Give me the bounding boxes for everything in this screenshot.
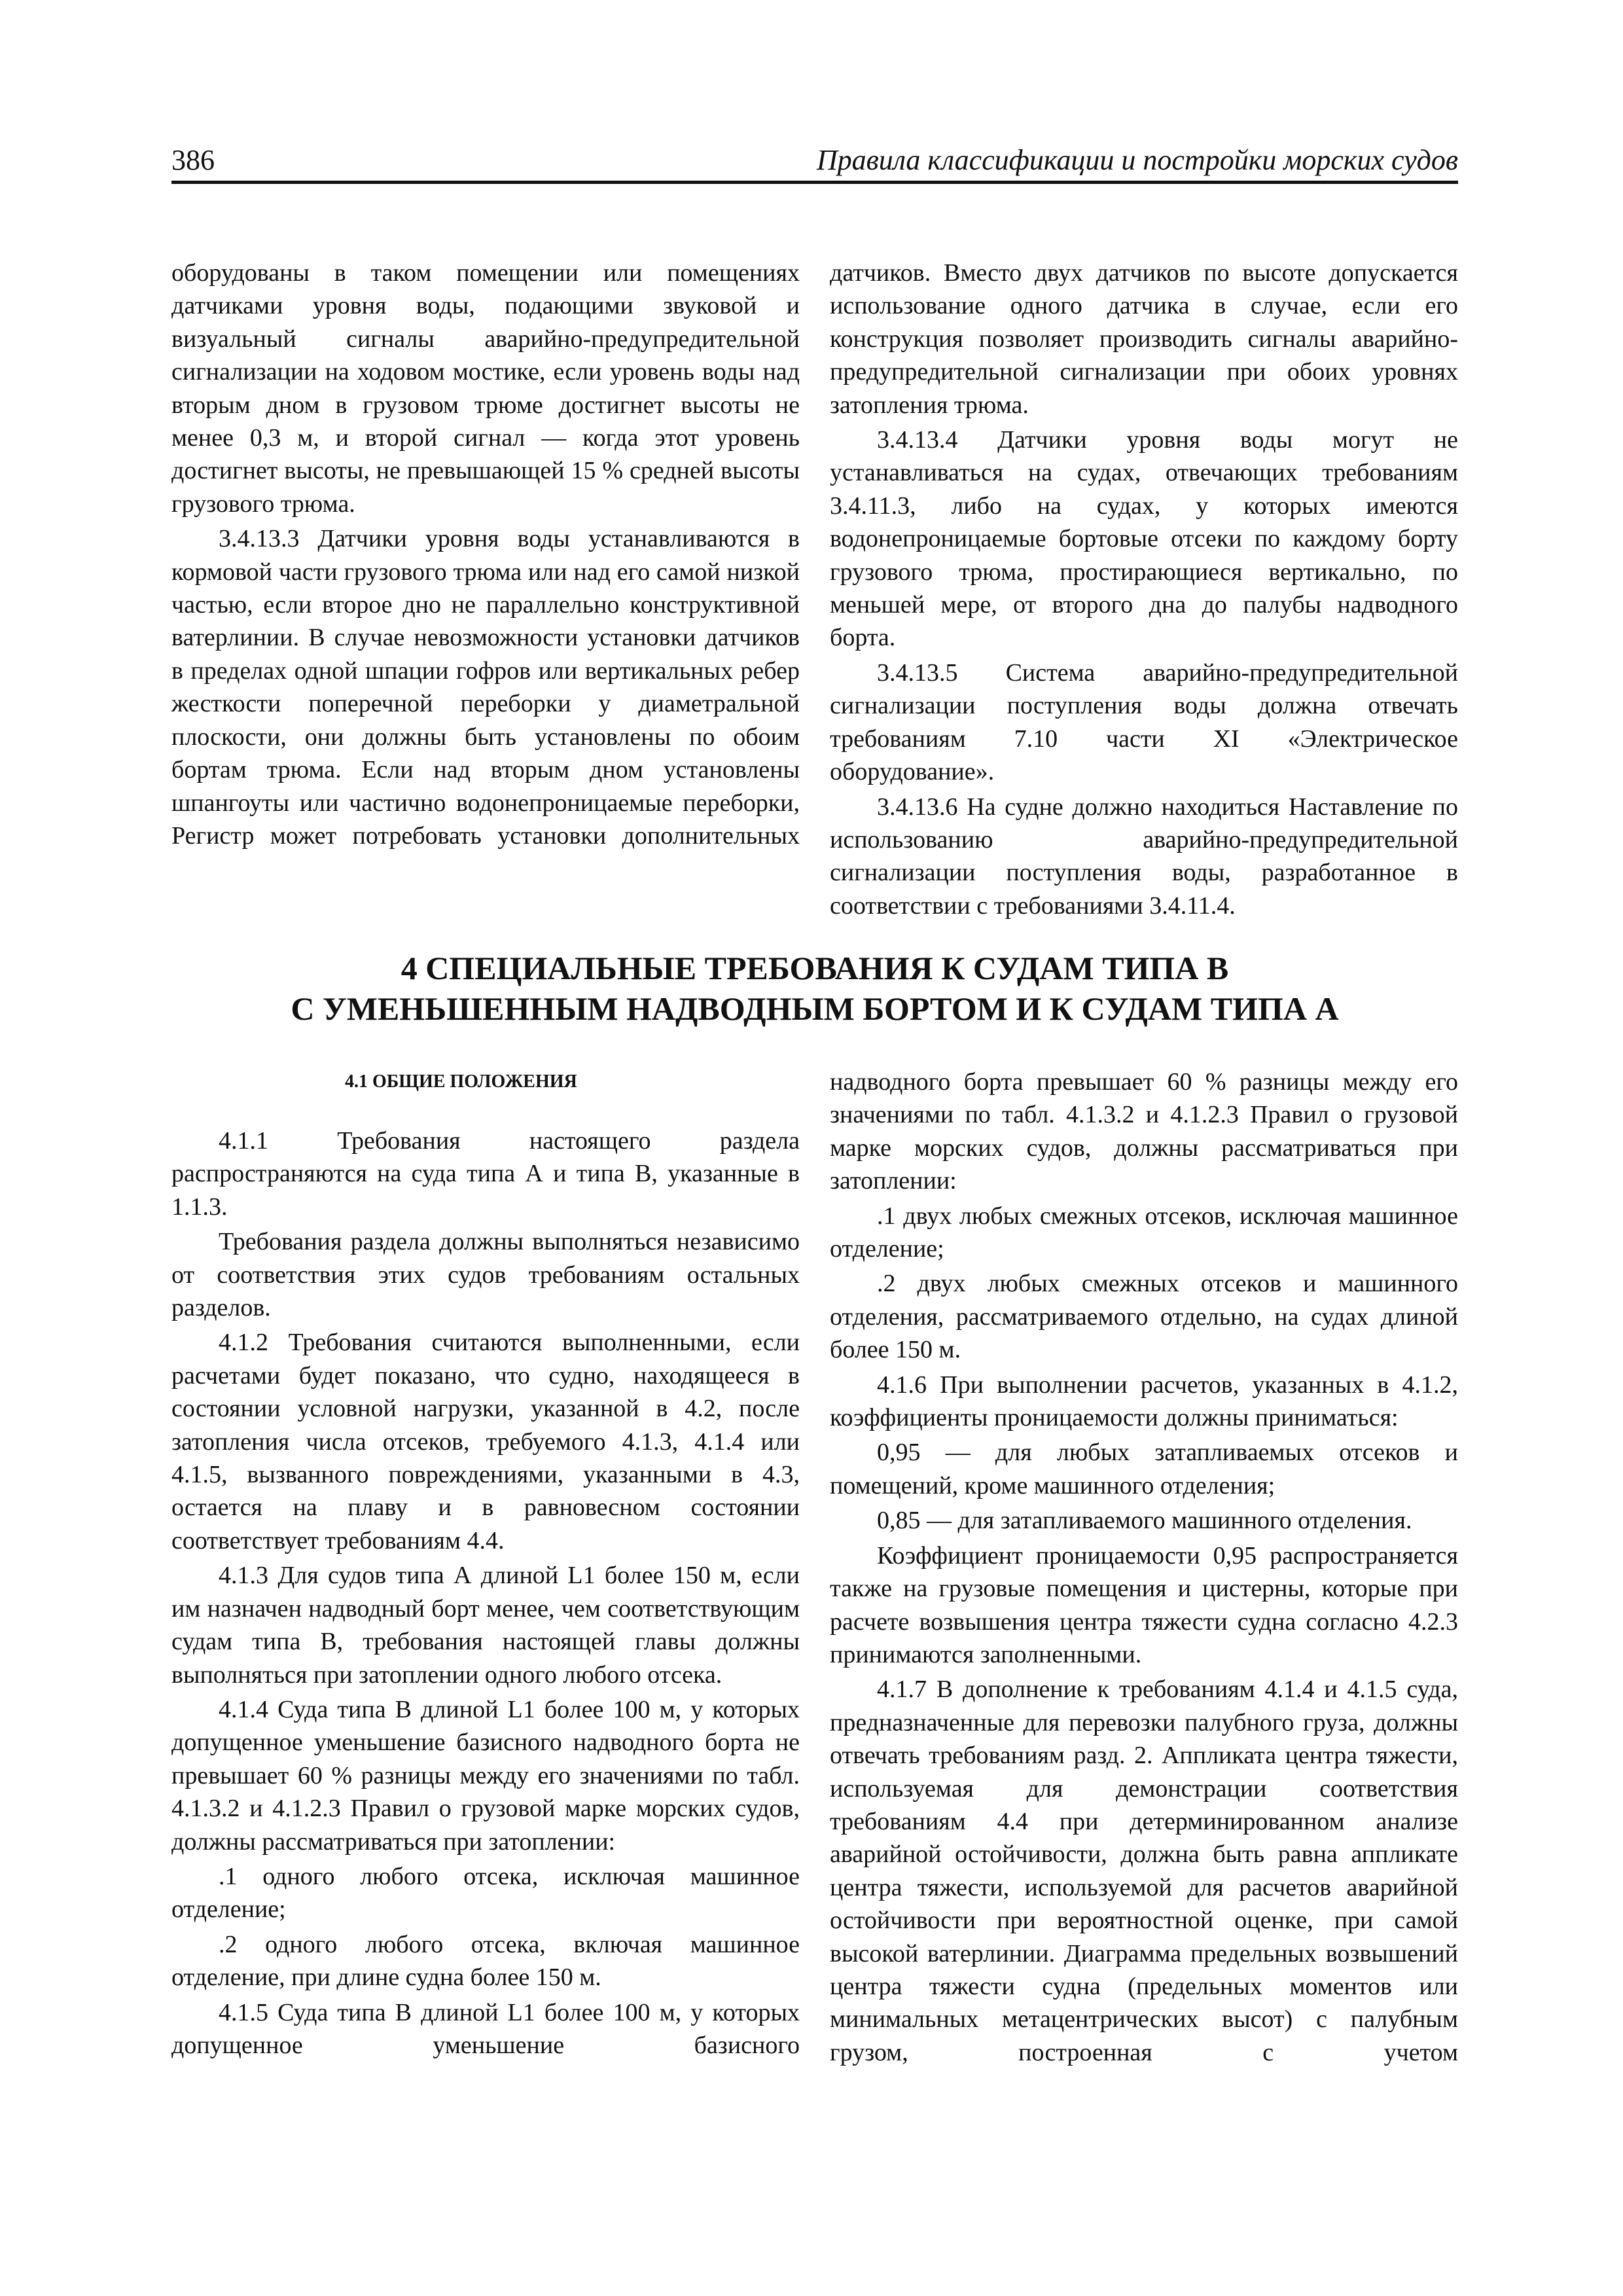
- top-right-column: [830, 257, 1458, 922]
- paragraph: датчиков. Вместо двух датчиков по высоте допускается использование одного датчика в случае, если его конструкция позволяет производить сигналы аварийно-предупредительной сигнализации при обоих уровнях затопления трюма.: [830, 259, 1458, 419]
- paragraph: 4.1.2 Требования считаются выполненными, если расчетами будет показано, что судно, находящееся в состоянии условной нагрузки, указанной в 4.2, после затопления числа отсеков, требуемого 4.1.3, 4.1.4 или 4.1.5, вызванного повреждениями, указанными в 4.3, остается на плаву и в равновесном состоянии соответствует требованиям 4.4.: [171, 1329, 800, 1554]
- top-left-column: [171, 257, 800, 852]
- page-header: [171, 144, 1458, 184]
- paragraph: 4.1.1 Требования настоящего раздела распространяются на суда типа А и типа В, указанные в 1.1.3.: [171, 1127, 800, 1221]
- chapter-title-line-2: С УМЕНЬШЕННЫМ НАДВОДНЫМ БОРТОМ И К СУДАМ ТИПА А: [291, 990, 1339, 1027]
- paragraph: 4.1.4 Суда типа В длиной L1 более 100 м, у которых допущенное уменьшение базисного надводного борта не превышает 60 % разницы между его значениями по табл. 4.1.3.2 и 4.1.2.3 Правил о грузовой марке морских судов, должны рассматриваться при затоплении:: [171, 1695, 800, 1856]
- chapter-title-line-1: 4 СПЕЦИАЛЬНЫЕ ТРЕБОВАНИЯ К СУДАМ ТИПА В: [401, 950, 1229, 986]
- list-item: .1 двух любых смежных отсеков, исключая машинное отделение;: [830, 1202, 1458, 1263]
- paragraph: надводного борта превышает 60 % разницы между его значениями по табл. 4.1.3.2 и 4.1.2.3 Правил о грузовой марке морских судов, должны рассматриваться при затоплении:: [830, 1068, 1458, 1195]
- paragraph: 3.4.13.4 Датчики уровня воды могут не устанавливаться на судах, отвечающих требованиям 3.4.11.3, либо на судах, у которых имеются водонепроницаемые бортовые отсеки по каждому борту грузового трюма, простирающиеся вертикально, по меньшей мере, от второго дна до палубы надводного борта.: [830, 426, 1458, 652]
- paragraph: 4.1.3 Для судов типа А длиной L1 более 150 м, если им назначен надводный борт менее, чем соответствующим судам типа B, требования настоящей главы должны выполняться при затоплении одного любого отсека.: [171, 1562, 800, 1689]
- running-title: Правила классификации и постройки морских судов: [816, 144, 1458, 176]
- list-item: .2 одного любого отсека, включая машинное отделение, при длине судна более 150 м.: [171, 1930, 800, 1992]
- paragraph: 0,95 — для любых затапливаемых отсеков и помещений, кроме машинного отделения;: [830, 1439, 1458, 1499]
- page-number: 386: [171, 144, 215, 176]
- paragraph: 4.1.6 При выполнении расчетов, указанных в 4.1.2, коэффициенты проницаемости должны приниматься:: [830, 1371, 1458, 1432]
- paragraph: 3.4.13.6 На судне должно находиться Наставление по использованию аварийно-предупредительной сигнализации поступления воды, разработанное в соответствии с требованиями 3.4.11.4.: [830, 793, 1458, 920]
- paragraph: 3.4.13.5 Система аварийно-предупредительной сигнализации поступления воды должна отвечать требованиям 7.10 части XI «Электрическое оборудование».: [830, 658, 1458, 786]
- section-title: 4.1 ОБЩИЕ ПОЛОЖЕНИЯ: [345, 1071, 577, 1092]
- chapter-title: [171, 948, 1458, 1029]
- list-item: .2 двух любых смежных отсеков и машинного отделения, рассматриваемого отдельно, на судах длиной более 150 м.: [830, 1270, 1458, 1364]
- paragraph: 0,85 — для затапливаемого машинного отделения.: [877, 1507, 1412, 1535]
- paragraph: 3.4.13.3 Датчики уровня воды устанавливаются в кормовой части грузового трюма или над его самой низкой частью, если второе дно не параллельно конструктивной ватерлинии. В случае невозможности установки датчиков в пределах одной шпации гофров или вертикальных ребер жесткости поперечной переборки у диаметральной плоскости, они должны быть установлены по обоим бортам трюма. Если над вторым дном установлены шпангоуты или частично водонепроницаемые переборки, Регистр может потребовать установки дополнительных: [171, 525, 800, 850]
- paragraph: оборудованы в таком помещении или помещениях датчиками уровня воды, подающими звуковой и визуальный сигналы аварийно-предупредительной сигнализации на ходовом мостике, если уровень воды над вторым дном в грузовом трюме достигнет высоты не менее 0,3 м, и второй сигнал — когда этот уровень достигнет высоты, не превышающей 15 % средней высоты грузового трюма.: [171, 259, 800, 518]
- paragraph: Требования раздела должны выполняться независимо от соответствия этих судов требованиям остальных разделов.: [171, 1228, 800, 1322]
- bottom-right-column: [830, 1066, 1458, 2069]
- paragraph: 4.1.5 Суда типа В длиной L1 более 100 м, у которых допущенное уменьшение базисного: [171, 1998, 800, 2059]
- bottom-left-column: [171, 1066, 800, 2062]
- paragraph: Коэффициент проницаемости 0,95 распространяется также на грузовые помещения и цистерны, которые при расчете возвышения центра тяжести судна согласно 4.2.3 принимаются заполненными.: [830, 1541, 1458, 1668]
- paragraph: 4.1.7 В дополнение к требованиям 4.1.4 и 4.1.5 суда, предназначенные для перевозки палубного груза, должны отвечать требованиям разд. 2. Аппликата центра тяжести, используемая для демонстрации соответствия требованиям 4.4 при детерминированном анализе аварийной остойчивости, должна быть равна аппликате центра тяжести, используемой для расчетов аварийной остойчивости при вероятностной оценке, при самой высокой ватерлинии. Диаграмма предельных возвышений центра тяжести судна (предельных моментов или минимальных метацентрических высот) с палубным грузом, построенная с учетом: [830, 1676, 1458, 2066]
- list-item: .1 одного любого отсека, исключая машинное отделение;: [171, 1862, 800, 1924]
